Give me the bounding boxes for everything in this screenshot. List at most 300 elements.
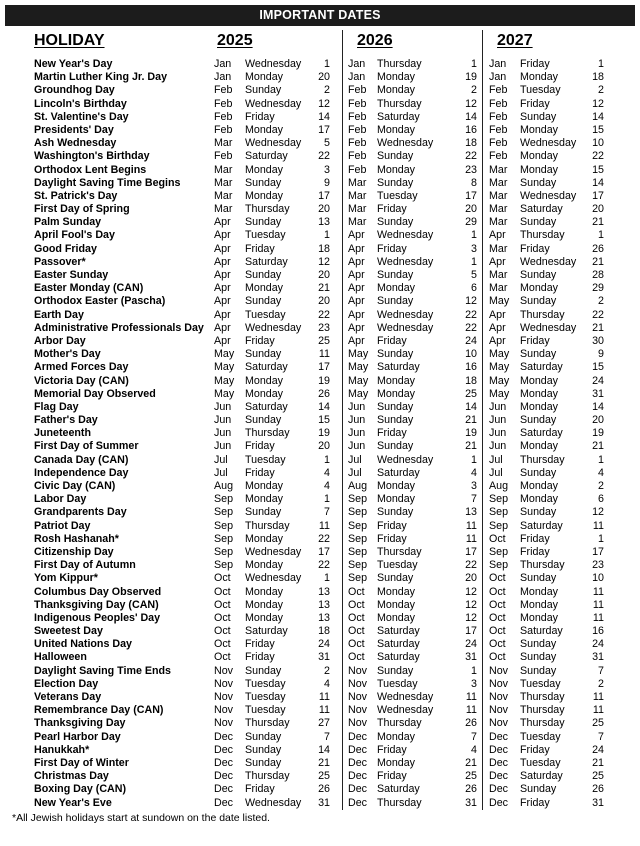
y2027-day-number: 2 <box>598 480 604 492</box>
y2027-month: Dec <box>489 756 509 769</box>
y2025-month: Jun <box>214 440 232 453</box>
table-row <box>0 164 640 177</box>
y2025-month: Oct <box>214 625 231 638</box>
y2026-weekday: Sunday <box>377 414 414 427</box>
y2025-month: Apr <box>214 242 231 255</box>
year-2027-header: 2027 <box>497 32 533 49</box>
y2027-day-number: 22 <box>592 308 604 321</box>
holiday-name: New Year's Day <box>34 58 113 70</box>
y2026-day-number: 31 <box>465 796 477 809</box>
y2027-weekday: Monday <box>520 71 559 84</box>
y2027-weekday: Wednesday <box>520 255 577 268</box>
y2025-weekday: Sunday <box>245 664 282 677</box>
y2026-day-number: 3 <box>471 677 477 690</box>
y2026-month: Apr <box>348 334 365 347</box>
y2026-weekday: Wednesday <box>377 137 434 150</box>
holiday-name: Washington's Birthday <box>34 150 150 163</box>
y2025-month: Dec <box>214 730 234 743</box>
y2025-weekday: Sunday <box>245 84 282 97</box>
holiday-name: Indigenous Peoples' Day <box>34 611 161 624</box>
y2025-weekday: Saturday <box>245 150 288 163</box>
y2027-day-number: 21 <box>592 440 604 453</box>
y2027-month: Nov <box>489 717 509 730</box>
y2025-weekday: Friday <box>245 783 275 796</box>
table-row <box>0 414 640 427</box>
y2026-month: Sep <box>348 572 368 585</box>
y2026-month: Sep <box>348 559 368 572</box>
y2027-month: Dec <box>489 730 509 743</box>
y2027-day-number: 30 <box>592 334 604 347</box>
y2026-day-number: 25 <box>465 770 477 783</box>
y2026-month: Apr <box>348 229 365 242</box>
table-row <box>0 84 640 97</box>
y2025-day-number: 14 <box>318 400 330 413</box>
y2026-month: Feb <box>348 97 367 110</box>
y2027-weekday: Monday <box>520 440 559 453</box>
holiday-name: St. Valentine's Day <box>34 110 129 123</box>
y2026-day-number: 3 <box>471 242 477 255</box>
table-row <box>0 71 640 84</box>
y2026-month: Jul <box>348 453 362 466</box>
y2025-weekday: Sunday <box>245 756 282 769</box>
y2026-month: Nov <box>348 691 368 703</box>
y2027-day-number: 18 <box>592 71 604 84</box>
y2026-day-number: 3 <box>471 480 477 492</box>
table-row <box>0 256 640 269</box>
y2025-month: Jun <box>214 427 232 440</box>
holiday-name: St. Patrick's Day <box>34 189 118 202</box>
y2025-month: Sep <box>214 532 234 545</box>
y2025-day-number: 22 <box>318 559 330 572</box>
y2025-day-number: 22 <box>318 532 330 545</box>
y2027-month: Nov <box>489 704 509 717</box>
y2027-month: Feb <box>489 97 508 110</box>
y2027-weekday: Sunday <box>520 348 557 361</box>
y2027-weekday: Monday <box>520 480 559 492</box>
y2026-month: Oct <box>348 611 365 624</box>
table-row <box>0 651 640 664</box>
year-2025-header: 2025 <box>217 32 253 49</box>
y2025-day-number: 21 <box>318 282 330 295</box>
y2026-weekday: Monday <box>377 493 416 506</box>
holiday-name: Yom Kippur* <box>34 572 98 585</box>
y2026-month: Apr <box>348 321 365 334</box>
y2027-weekday: Monday <box>520 611 559 624</box>
y2026-month: Feb <box>348 110 367 123</box>
y2026-month: Mar <box>348 203 367 216</box>
holiday-name: Martin Luther King Jr. Day <box>34 71 168 84</box>
y2025-day-number: 26 <box>318 783 330 796</box>
y2025-weekday: Monday <box>245 387 284 400</box>
holiday-name: Thanksgiving Day <box>34 717 126 730</box>
y2025-month: Feb <box>214 97 233 110</box>
y2027-day-number: 31 <box>592 387 604 400</box>
y2027-month: Mar <box>489 163 508 176</box>
y2025-month: Dec <box>214 756 234 769</box>
y2025-month: Feb <box>214 123 233 136</box>
y2027-day-number: 11 <box>592 691 604 703</box>
y2027-weekday: Friday <box>520 58 550 70</box>
table-row <box>0 731 640 744</box>
y2026-month: Dec <box>348 796 368 809</box>
y2027-weekday: Monday <box>520 585 559 598</box>
table-row <box>0 177 640 190</box>
y2027-month: Nov <box>489 691 509 703</box>
y2025-day-number: 13 <box>318 598 330 611</box>
y2027-day-number: 1 <box>598 229 604 242</box>
y2027-weekday: Thursday <box>520 559 565 572</box>
y2027-day-number: 21 <box>592 216 604 229</box>
y2027-day-number: 21 <box>592 255 604 268</box>
table-row <box>0 665 640 678</box>
table-row <box>0 348 640 361</box>
y2026-day-number: 7 <box>471 493 477 506</box>
table-row <box>0 783 640 796</box>
y2026-weekday: Tuesday <box>377 677 418 690</box>
y2027-weekday: Friday <box>520 743 550 756</box>
table-row <box>0 572 640 585</box>
y2026-month: May <box>348 374 369 387</box>
y2025-day-number: 31 <box>318 651 330 664</box>
y2025-weekday: Tuesday <box>245 453 286 466</box>
y2027-month: Oct <box>489 585 506 598</box>
y2025-weekday: Monday <box>245 598 284 611</box>
y2025-day-number: 5 <box>324 137 330 150</box>
y2027-weekday: Thursday <box>520 704 565 717</box>
y2026-day-number: 4 <box>471 743 477 756</box>
holiday-name: Rosh Hashanah* <box>34 532 119 545</box>
y2027-month: Oct <box>489 611 506 624</box>
y2027-weekday: Saturday <box>520 625 563 638</box>
y2026-month: Jun <box>348 400 366 413</box>
table-row <box>0 216 640 229</box>
table-row <box>0 533 640 546</box>
y2025-weekday: Tuesday <box>245 308 286 321</box>
y2026-day-number: 24 <box>465 638 477 651</box>
y2025-day-number: 22 <box>318 308 330 321</box>
y2026-weekday: Monday <box>377 480 416 492</box>
table-row <box>0 520 640 533</box>
y2025-day-number: 15 <box>318 414 330 427</box>
y2027-weekday: Tuesday <box>520 756 561 769</box>
y2027-month: May <box>489 295 510 308</box>
holiday-name: Sweetest Day <box>34 625 103 638</box>
y2027-day-number: 24 <box>592 743 604 756</box>
holiday-name: Civic Day (CAN) <box>34 480 116 492</box>
y2026-day-number: 1 <box>471 664 477 677</box>
y2027-weekday: Monday <box>520 387 559 400</box>
y2027-day-number: 11 <box>592 704 604 717</box>
table-row <box>0 295 640 308</box>
y2027-month: Dec <box>489 770 509 783</box>
holiday-name: Palm Sunday <box>34 216 102 229</box>
y2025-weekday: Sunday <box>245 414 282 427</box>
y2027-weekday: Thursday <box>520 453 565 466</box>
table-row <box>0 124 640 137</box>
y2027-month: Sep <box>489 559 509 572</box>
y2026-day-number: 1 <box>471 229 477 242</box>
y2027-month: Aug <box>489 480 509 492</box>
holiday-name: Administrative Professionals Day <box>34 321 204 334</box>
table-row <box>0 467 640 480</box>
y2026-weekday: Saturday <box>377 110 420 123</box>
holiday-name: Arbor Day <box>34 334 86 347</box>
y2025-weekday: Tuesday <box>245 229 286 242</box>
y2025-weekday: Saturday <box>245 400 288 413</box>
y2025-day-number: 21 <box>318 756 330 769</box>
y2027-month: Apr <box>489 321 506 334</box>
y2026-weekday: Friday <box>377 532 407 545</box>
y2025-month: Sep <box>214 493 234 506</box>
y2026-day-number: 12 <box>465 598 477 611</box>
table-row <box>0 388 640 401</box>
y2027-month: Feb <box>489 150 508 163</box>
table-row <box>0 203 640 216</box>
y2027-weekday: Thursday <box>520 308 565 321</box>
y2025-month: Apr <box>214 255 231 268</box>
y2026-weekday: Monday <box>377 730 416 743</box>
y2025-day-number: 20 <box>318 269 330 281</box>
y2027-month: Feb <box>489 123 508 136</box>
holiday-name: Orthodox Lent Begins <box>34 163 147 176</box>
holiday-name: New Year's Eve <box>34 796 112 809</box>
y2025-day-number: 20 <box>318 440 330 453</box>
y2027-month: Apr <box>489 308 506 321</box>
table-row <box>0 361 640 374</box>
y2026-weekday: Sunday <box>377 216 414 229</box>
y2027-weekday: Monday <box>520 493 559 506</box>
table-row <box>0 704 640 717</box>
y2026-day-number: 1 <box>471 453 477 466</box>
y2027-month: May <box>489 348 510 361</box>
y2027-weekday: Wednesday <box>520 189 577 202</box>
y2025-weekday: Saturday <box>245 255 288 268</box>
y2026-month: Sep <box>348 532 368 545</box>
y2026-month: May <box>348 348 369 361</box>
y2026-weekday: Monday <box>377 71 416 84</box>
y2027-day-number: 12 <box>592 97 604 110</box>
y2025-month: Oct <box>214 611 231 624</box>
table-row <box>0 559 640 572</box>
y2027-month: Dec <box>489 796 509 809</box>
y2025-weekday: Thursday <box>245 519 290 532</box>
y2027-month: Jul <box>489 466 503 479</box>
table-row <box>0 546 640 559</box>
y2027-day-number: 14 <box>592 176 604 189</box>
y2026-month: Apr <box>348 242 365 255</box>
y2025-day-number: 9 <box>324 176 330 189</box>
y2025-weekday: Monday <box>245 123 284 136</box>
holiday-name: Easter Monday (CAN) <box>34 282 144 295</box>
y2027-month: May <box>489 361 510 374</box>
y2026-month: Oct <box>348 625 365 638</box>
y2025-weekday: Friday <box>245 466 275 479</box>
y2027-month: Jun <box>489 400 507 413</box>
table-row <box>0 625 640 638</box>
y2027-month: Jul <box>489 453 503 466</box>
y2025-month: Dec <box>214 743 234 756</box>
holiday-name: Veterans Day <box>34 691 102 703</box>
y2026-weekday: Friday <box>377 743 407 756</box>
y2025-month: Apr <box>214 282 231 295</box>
y2027-month: May <box>489 387 510 400</box>
y2026-month: Dec <box>348 743 368 756</box>
y2025-month: Jun <box>214 400 232 413</box>
table-row <box>0 744 640 757</box>
y2025-day-number: 22 <box>318 150 330 163</box>
y2025-month: Apr <box>214 321 231 334</box>
y2025-day-number: 17 <box>318 545 330 558</box>
y2027-month: Sep <box>489 493 509 506</box>
y2027-day-number: 1 <box>598 453 604 466</box>
y2027-weekday: Saturday <box>520 519 563 532</box>
y2025-weekday: Sunday <box>245 730 282 743</box>
table-row <box>0 137 640 150</box>
y2026-weekday: Wednesday <box>377 321 434 334</box>
y2026-month: Sep <box>348 493 368 506</box>
holiday-name: Halloween <box>34 651 87 664</box>
y2026-day-number: 13 <box>465 506 477 519</box>
y2027-day-number: 12 <box>592 506 604 519</box>
y2026-weekday: Sunday <box>377 506 414 519</box>
y2027-day-number: 28 <box>592 269 604 281</box>
table-row <box>0 480 640 493</box>
y2025-month: May <box>214 348 235 361</box>
y2025-weekday: Monday <box>245 374 284 387</box>
y2027-month: Mar <box>489 282 508 295</box>
holiday-name: First Day of Winter <box>34 756 129 769</box>
y2026-day-number: 25 <box>465 387 477 400</box>
y2027-month: Feb <box>489 110 508 123</box>
y2025-month: Feb <box>214 110 233 123</box>
y2025-weekday: Wednesday <box>245 572 302 585</box>
y2025-day-number: 19 <box>318 427 330 440</box>
y2025-day-number: 1 <box>324 572 330 585</box>
y2025-weekday: Saturday <box>245 361 288 374</box>
y2025-weekday: Monday <box>245 71 284 84</box>
y2025-month: Oct <box>214 572 231 585</box>
y2025-weekday: Thursday <box>245 203 290 216</box>
y2025-day-number: 4 <box>324 677 330 690</box>
y2027-weekday: Saturday <box>520 427 563 440</box>
y2027-weekday: Sunday <box>520 176 557 189</box>
y2026-day-number: 1 <box>471 58 477 70</box>
y2027-month: Mar <box>489 242 508 255</box>
y2026-weekday: Friday <box>377 427 407 440</box>
y2025-month: Jul <box>214 453 228 466</box>
y2026-day-number: 17 <box>465 545 477 558</box>
y2026-month: Dec <box>348 783 368 796</box>
y2026-month: Apr <box>348 255 365 268</box>
y2027-month: Oct <box>489 598 506 611</box>
y2025-day-number: 14 <box>318 110 330 123</box>
y2026-month: Apr <box>348 282 365 295</box>
holiday-name: Mother's Day <box>34 348 101 361</box>
holiday-name: Groundhog Day <box>34 84 115 97</box>
y2025-month: Nov <box>214 664 234 677</box>
y2027-weekday: Friday <box>520 242 550 255</box>
y2026-month: Nov <box>348 677 368 690</box>
holiday-name: Orthodox Easter (Pascha) <box>34 295 166 308</box>
y2027-weekday: Sunday <box>520 295 557 308</box>
y2026-day-number: 22 <box>465 150 477 163</box>
y2027-month: Jan <box>489 71 507 84</box>
holiday-name: Victoria Day (CAN) <box>34 374 129 387</box>
y2027-day-number: 1 <box>598 58 604 70</box>
y2025-day-number: 25 <box>318 334 330 347</box>
y2027-day-number: 25 <box>592 717 604 730</box>
y2027-weekday: Sunday <box>520 783 557 796</box>
y2027-day-number: 20 <box>592 203 604 216</box>
holiday-name: April Fool's Day <box>34 229 115 242</box>
y2027-month: Apr <box>489 334 506 347</box>
y2027-weekday: Friday <box>520 97 550 110</box>
y2026-weekday: Monday <box>377 585 416 598</box>
table-row <box>0 322 640 335</box>
table-row <box>0 599 640 612</box>
y2026-weekday: Sunday <box>377 269 414 281</box>
y2025-month: Apr <box>214 269 231 281</box>
y2025-day-number: 19 <box>318 374 330 387</box>
y2026-weekday: Sunday <box>377 150 414 163</box>
y2027-month: Jun <box>489 414 507 427</box>
y2026-month: May <box>348 361 369 374</box>
y2025-month: Mar <box>214 176 233 189</box>
table-row <box>0 506 640 519</box>
y2027-day-number: 2 <box>598 677 604 690</box>
y2026-weekday: Friday <box>377 519 407 532</box>
holiday-name: Lincoln's Birthday <box>34 97 127 110</box>
table-row <box>0 440 640 453</box>
y2025-weekday: Wednesday <box>245 321 302 334</box>
y2026-weekday: Friday <box>377 203 407 216</box>
y2027-day-number: 11 <box>592 585 604 598</box>
y2027-weekday: Monday <box>520 400 559 413</box>
y2026-month: Mar <box>348 176 367 189</box>
y2026-day-number: 20 <box>465 203 477 216</box>
y2027-weekday: Sunday <box>520 506 557 519</box>
holiday-name: Ash Wednesday <box>34 137 117 150</box>
y2026-day-number: 22 <box>465 559 477 572</box>
y2026-month: Apr <box>348 269 365 281</box>
holiday-name: Daylight Saving Time Begins <box>34 176 181 189</box>
y2027-month: Nov <box>489 677 509 690</box>
y2026-weekday: Thursday <box>377 97 422 110</box>
y2026-month: May <box>348 387 369 400</box>
y2027-day-number: 31 <box>592 796 604 809</box>
y2026-day-number: 26 <box>465 717 477 730</box>
y2026-month: Jan <box>348 58 366 70</box>
y2026-day-number: 17 <box>465 189 477 202</box>
y2026-weekday: Monday <box>377 387 416 400</box>
y2026-day-number: 4 <box>471 466 477 479</box>
y2025-month: Mar <box>214 203 233 216</box>
y2027-day-number: 14 <box>592 110 604 123</box>
y2025-day-number: 1 <box>324 58 330 70</box>
y2026-weekday: Friday <box>377 334 407 347</box>
y2027-day-number: 15 <box>592 163 604 176</box>
y2025-weekday: Sunday <box>245 348 282 361</box>
y2026-day-number: 22 <box>465 321 477 334</box>
y2027-weekday: Sunday <box>520 110 557 123</box>
y2027-weekday: Sunday <box>520 269 557 281</box>
y2025-day-number: 18 <box>318 625 330 638</box>
y2027-weekday: Tuesday <box>520 84 561 97</box>
year-2026-header: 2026 <box>357 32 393 49</box>
y2026-month: Feb <box>348 137 367 150</box>
y2026-day-number: 11 <box>465 532 477 545</box>
y2027-weekday: Sunday <box>520 216 557 229</box>
